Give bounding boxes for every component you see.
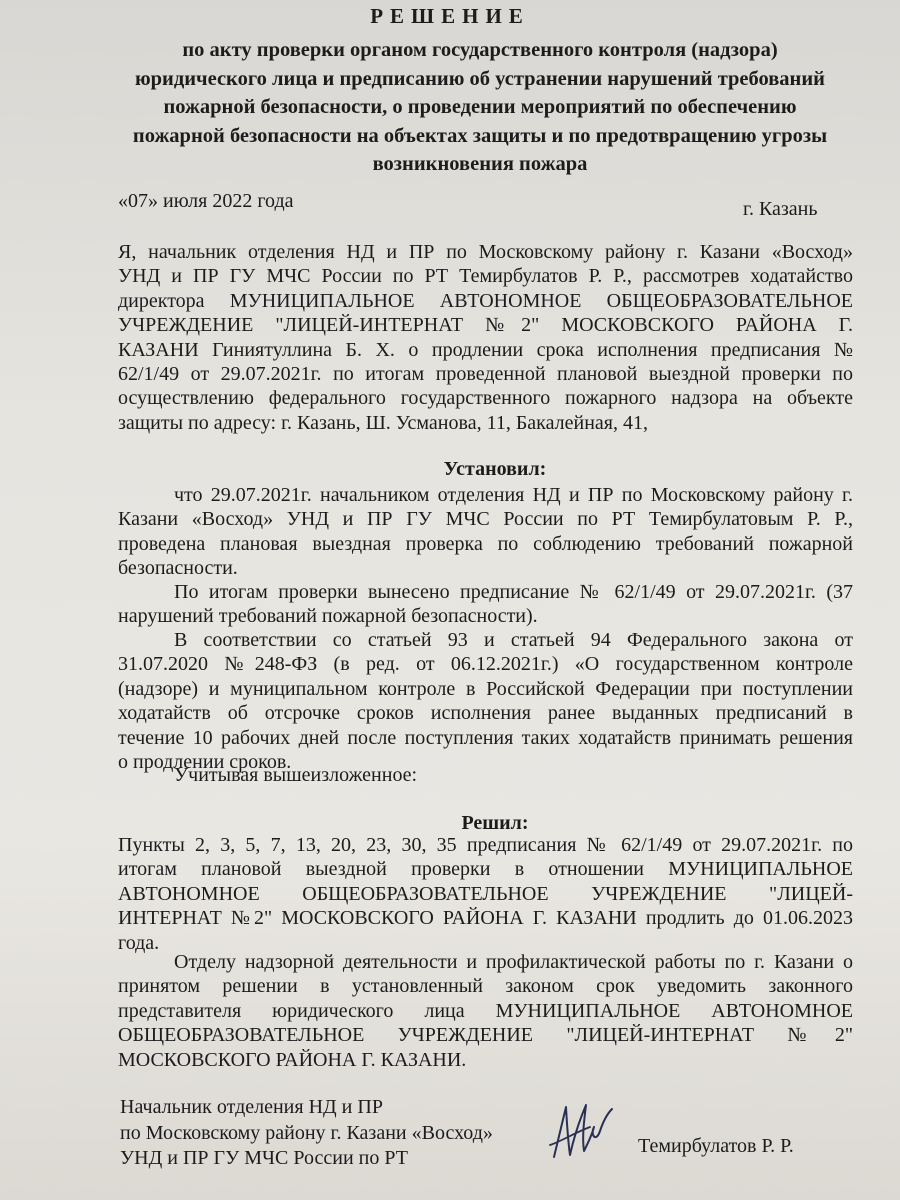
document-subtitle bbox=[110, 36, 850, 179]
established-paragraph-2 bbox=[118, 580, 853, 629]
subtitle-line: юридического лица и предписанию об устранении нарушений требований bbox=[134, 67, 825, 90]
established-paragraph-4 bbox=[118, 763, 853, 787]
intro-line: УНД и ПР ГУ МЧС России по РТ Темирбулатов Р. Р., рассмотрев ходатайство bbox=[118, 265, 853, 288]
decided-line: АВТОНОМНОЕ ОБЩЕОБРАЗОВАТЕЛЬНОЕ УЧРЕЖДЕНИЕ "ЛИЦЕЙ- bbox=[118, 882, 853, 905]
established-paragraph-1 bbox=[118, 483, 853, 581]
subtitle-line: по акту проверки органом государственного контроля (надзора) bbox=[182, 39, 778, 61]
decided-line: представителя юридического лица МУНИЦИПАЛЬНОЕ АВТОНОМНОЕ bbox=[118, 999, 853, 1022]
document-city: г. Казань bbox=[743, 198, 818, 220]
established-line: В соответствии со статьей 93 и статьей 94 Федерального закона от bbox=[174, 629, 853, 651]
subtitle-line: пожарной безопасности, о проведении мероприятий по обеспечению bbox=[163, 96, 797, 118]
handwritten-signature bbox=[540, 1085, 620, 1165]
intro-line: защиты по адресу: г. Казань, Ш. Усманова, 11, Бакалейная, 41, bbox=[118, 411, 648, 434]
decided-line: МОСКОВСКОГО РАЙОНА Г. КАЗАНИ. bbox=[118, 1048, 467, 1071]
decided-line: итогам плановой выездной проверки в отношении МУНИЦИПАЛЬНОЕ bbox=[118, 858, 853, 881]
established-line: о продлении сроков. bbox=[118, 751, 292, 774]
decided-line: ИНТЕРНАТ №2" МОСКОВСКОГО РАЙОНА Г. КАЗАНИ продлить до 01.06.2023 bbox=[118, 907, 853, 930]
established-line: Казани «Восход» УНД и ПР ГУ МЧС России по РТ Темирбулатовым Р. Р., bbox=[118, 508, 853, 531]
established-line: 31.07.2020 №248-ФЗ (в ред. от 06.12.2021г.) «О государственном контроле bbox=[118, 653, 853, 676]
signatory-line: по Московскому району г. Казани «Восход» bbox=[120, 1121, 493, 1144]
established-line: Учитывая вышеизложенное: bbox=[174, 764, 418, 786]
intro-line: осуществлению федерального государственного пожарного надзора на объекте bbox=[118, 387, 853, 410]
established-line: (надзоре) и муниципальном контроле в Российской Федерации при поступлении bbox=[118, 677, 853, 700]
intro-line: КАЗАНИ Гиниятуллина Б. Х. о продлении срока исполнения предписания № bbox=[118, 338, 853, 361]
intro-paragraph bbox=[118, 240, 853, 435]
established-line: По итогам проверки вынесено предписание № 62/1/49 от 29.07.2021г. (37 bbox=[174, 581, 853, 603]
established-line: течение 10 рабочих дней после поступления таких ходатайств принимать решения bbox=[118, 726, 853, 749]
decided-paragraph-1 bbox=[118, 833, 853, 955]
document-title: РЕШЕНИЕ bbox=[370, 4, 530, 28]
decided-line: года. bbox=[118, 931, 160, 954]
signatory-line: УНД и ПР ГУ МЧС России по РТ bbox=[120, 1147, 408, 1169]
intro-line: директора МУНИЦИПАЛЬНОЕ АВТОНОМНОЕ ОБЩЕОБРАЗОВАТЕЛЬНОЕ bbox=[118, 289, 853, 312]
intro-line: Я, начальник отделения НД и ПР по Московскому району г. Казани «Восход» bbox=[118, 241, 853, 263]
signatory-title bbox=[120, 1095, 493, 1172]
subtitle-line: возникновения пожара bbox=[372, 153, 588, 175]
established-line: что 29.07.2021г. начальником отделения НД и ПР по Московскому району г. bbox=[174, 484, 853, 506]
established-line: проведена плановая выездная проверка по соблюдению требований пожарной bbox=[118, 532, 853, 555]
decided-line: принятом решении в установленный законом срок уведомить законного bbox=[118, 975, 853, 998]
signatory-name: Темирбулатов Р. Р. bbox=[638, 1135, 794, 1157]
intro-line: УЧРЕЖДЕНИЕ "ЛИЦЕЙ-ИНТЕРНАТ №2" МОСКОВСКОГО РАЙОНА Г. bbox=[118, 314, 853, 337]
signatory-line: Начальник отделения НД и ПР bbox=[120, 1096, 383, 1118]
decided-paragraph-2 bbox=[118, 950, 853, 1072]
decided-line: ОБЩЕОБРАЗОВАТЕЛЬНОЕ УЧРЕЖДЕНИЕ "ЛИЦЕЙ-ИНТЕРНАТ №2" bbox=[118, 1024, 853, 1047]
document-date: «07» июля 2022 года bbox=[118, 190, 294, 212]
established-heading: Установил: bbox=[443, 458, 547, 480]
established-line: ходатайств об отсрочке сроков исполнения ранее выданных предписаний в bbox=[118, 702, 853, 725]
decided-line: Пункты 2, 3, 5, 7, 13, 20, 23, 30, 35 предписания № 62/1/49 от 29.07.2021г. по bbox=[118, 834, 853, 856]
decided-heading: Решил: bbox=[461, 812, 529, 834]
established-line: безопасности. bbox=[118, 557, 238, 580]
established-line: нарушений требований пожарной безопасности). bbox=[118, 605, 538, 628]
decided-line: Отделу надзорной деятельности и профилактической работы по г. Казани о bbox=[174, 951, 853, 973]
intro-line: 62/1/49 от 29.07.2021г. по итогам проведенной плановой выездной проверки по bbox=[118, 363, 853, 386]
established-paragraph-3 bbox=[118, 628, 853, 774]
subtitle-line: пожарной безопасности на объектах защиты и по предотвращению угрозы bbox=[132, 124, 828, 147]
